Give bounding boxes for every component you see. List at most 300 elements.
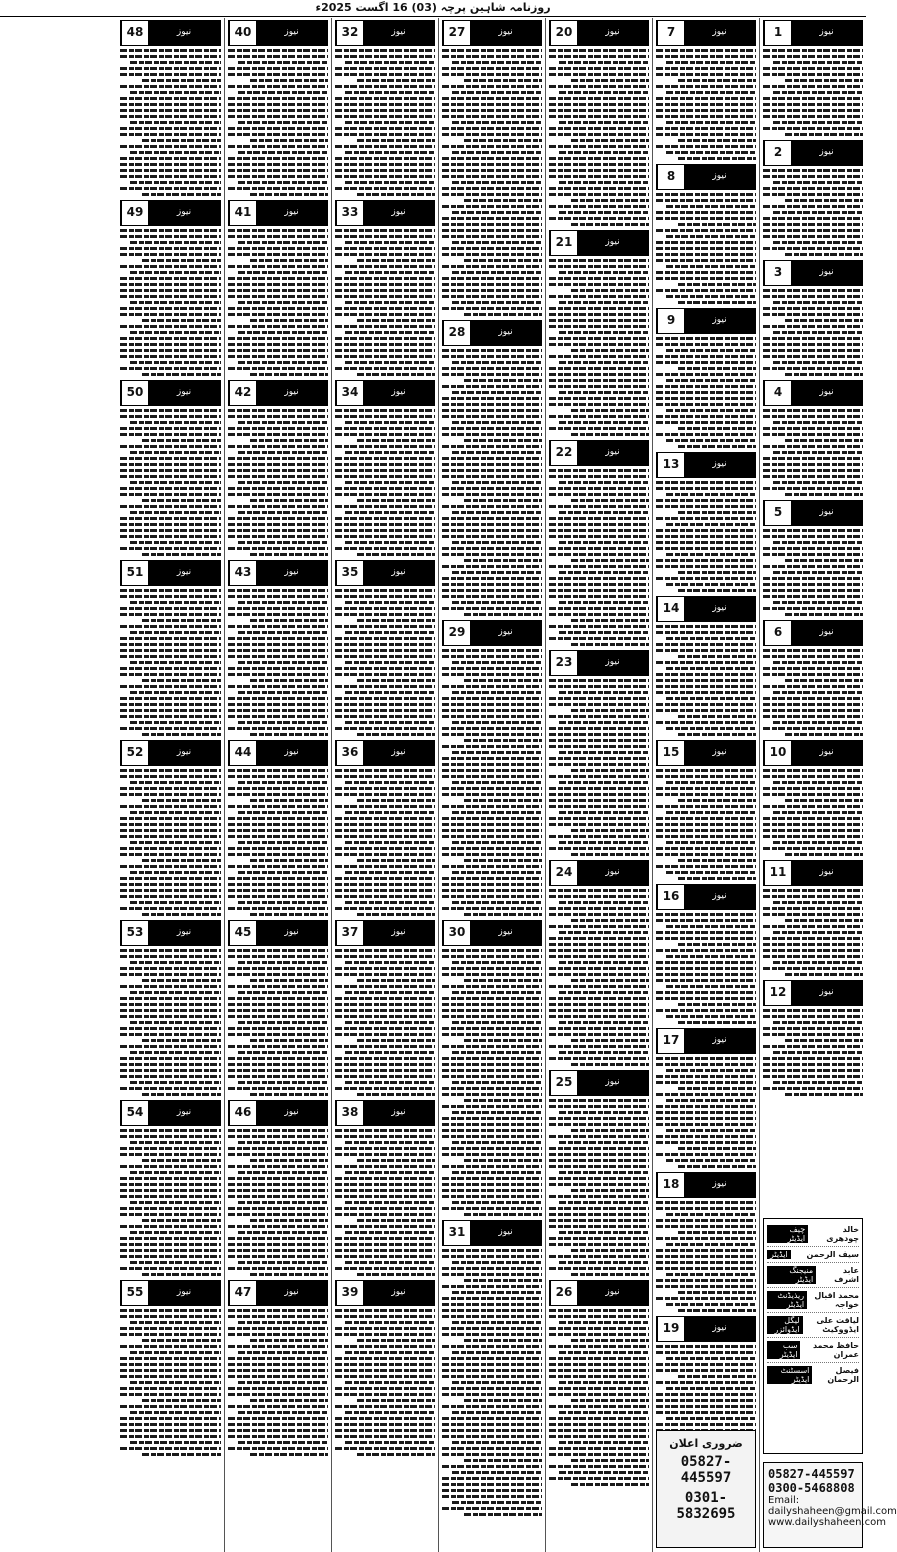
contact-email: Email: dailyshaheen@gmail.com xyxy=(768,1495,897,1517)
news-story xyxy=(656,308,756,448)
story-number: 31 xyxy=(443,1221,470,1245)
story-number: 54 xyxy=(121,1101,148,1125)
story-number-box xyxy=(656,596,756,622)
story-number-box xyxy=(335,1100,435,1126)
story-tag: نیوز xyxy=(148,201,220,225)
story-text-lines xyxy=(228,229,328,376)
news-story xyxy=(228,920,328,1096)
story-number: 12 xyxy=(764,981,791,1005)
story-text-lines xyxy=(228,949,328,1096)
story-number-box xyxy=(763,980,863,1006)
editorial-row xyxy=(767,1313,859,1338)
story-number: 15 xyxy=(657,741,684,765)
editorial-name: فیصل الرحمان xyxy=(827,1366,859,1384)
news-story xyxy=(335,1280,435,1456)
story-number: 2 xyxy=(764,141,791,165)
news-story xyxy=(763,380,863,496)
news-story xyxy=(120,20,221,196)
story-tag: نیوز xyxy=(791,261,862,285)
story-text-lines xyxy=(763,529,863,616)
story-number: 32 xyxy=(336,21,363,45)
story-tag: نیوز xyxy=(363,561,434,585)
story-number-box xyxy=(120,560,221,586)
story-text-lines xyxy=(228,49,328,196)
story-text-lines xyxy=(656,49,756,160)
story-number: 41 xyxy=(229,201,256,225)
story-number-box xyxy=(763,140,863,166)
story-number: 36 xyxy=(336,741,363,765)
news-column xyxy=(438,18,545,1552)
story-number-box xyxy=(656,452,756,478)
story-tag: نیوز xyxy=(791,621,862,645)
news-story xyxy=(335,1100,435,1276)
story-tag: نیوز xyxy=(684,1029,755,1053)
story-text-lines xyxy=(549,469,649,646)
story-number: 33 xyxy=(336,201,363,225)
story-tag: نیوز xyxy=(256,921,327,945)
news-story xyxy=(228,20,328,196)
story-text-lines xyxy=(120,1309,221,1456)
news-story xyxy=(656,20,756,160)
story-tag: نیوز xyxy=(791,861,862,885)
news-story xyxy=(656,596,756,736)
story-number-box xyxy=(120,920,221,946)
story-number: 21 xyxy=(550,231,577,255)
story-number: 34 xyxy=(336,381,363,405)
news-story xyxy=(442,920,542,1216)
story-text-lines xyxy=(120,769,221,916)
news-story xyxy=(228,200,328,376)
story-tag: نیوز xyxy=(363,1281,434,1305)
editorial-role: چیف ایڈیٹر xyxy=(767,1225,808,1243)
story-tag: نیوز xyxy=(684,1173,755,1197)
news-column xyxy=(545,18,652,1552)
story-text-lines xyxy=(442,949,542,1216)
story-tag: نیوز xyxy=(791,501,862,525)
story-tag: نیوز xyxy=(791,381,862,405)
news-grid xyxy=(0,18,897,1552)
story-tag: نیوز xyxy=(791,981,862,1005)
story-text-lines xyxy=(228,589,328,736)
story-tag: نیوز xyxy=(363,201,434,225)
news-story xyxy=(120,1280,221,1456)
editorial-name: خالد چودھری xyxy=(826,1225,859,1243)
story-number: 17 xyxy=(657,1029,684,1053)
news-story xyxy=(120,740,221,916)
story-number: 29 xyxy=(443,621,470,645)
news-story xyxy=(549,650,649,856)
story-text-lines xyxy=(442,1249,542,1516)
story-number-box xyxy=(335,740,435,766)
story-tag: نیوز xyxy=(363,21,434,45)
story-number: 16 xyxy=(657,885,684,909)
story-number: 18 xyxy=(657,1173,684,1197)
news-story xyxy=(656,740,756,880)
story-text-lines xyxy=(549,259,649,436)
story-number: 37 xyxy=(336,921,363,945)
news-story xyxy=(228,1100,328,1276)
story-tag: نیوز xyxy=(363,741,434,765)
story-number: 43 xyxy=(229,561,256,585)
story-tag: نیوز xyxy=(577,21,648,45)
story-number-box xyxy=(763,620,863,646)
story-text-lines xyxy=(228,1129,328,1276)
story-number-box xyxy=(228,740,328,766)
news-story xyxy=(442,320,542,616)
story-tag: نیوز xyxy=(684,1317,755,1341)
news-column xyxy=(652,18,759,1552)
story-tag: نیوز xyxy=(363,921,434,945)
story-text-lines xyxy=(442,649,542,916)
story-number-box xyxy=(656,884,756,910)
story-number: 35 xyxy=(336,561,363,585)
story-tag: نیوز xyxy=(684,453,755,477)
news-story xyxy=(763,500,863,616)
story-number: 3 xyxy=(764,261,791,285)
news-story xyxy=(549,1280,649,1486)
story-number: 39 xyxy=(336,1281,363,1305)
story-number-box xyxy=(763,260,863,286)
story-text-lines xyxy=(442,349,542,616)
news-story xyxy=(120,560,221,736)
story-tag: نیوز xyxy=(577,441,648,465)
story-number: 25 xyxy=(550,1071,577,1095)
news-story xyxy=(763,140,863,256)
story-number-box xyxy=(120,1100,221,1126)
news-story xyxy=(120,1100,221,1276)
story-tag: نیوز xyxy=(256,1101,327,1125)
story-number-box xyxy=(656,740,756,766)
news-column xyxy=(224,18,331,1552)
editorial-board xyxy=(763,1218,863,1454)
story-text-lines xyxy=(656,1201,756,1312)
news-story xyxy=(763,980,863,1096)
story-tag: نیوز xyxy=(577,651,648,675)
editorial-name: محمد اقبال خواجہ xyxy=(814,1291,859,1309)
contact-web: www.dailyshaheen.com xyxy=(768,1517,886,1528)
editorial-role: لیگل ایڈوائزر xyxy=(767,1316,803,1334)
story-number-box xyxy=(442,1220,542,1246)
story-number: 11 xyxy=(764,861,791,885)
story-text-lines xyxy=(442,49,542,316)
story-text-lines xyxy=(120,949,221,1096)
news-story xyxy=(656,884,756,1024)
story-number: 45 xyxy=(229,921,256,945)
story-text-lines xyxy=(549,1099,649,1276)
story-text-lines xyxy=(763,649,863,736)
news-story xyxy=(228,560,328,736)
story-text-lines xyxy=(228,1309,328,1456)
story-text-lines xyxy=(120,49,221,196)
story-tag: نیوز xyxy=(684,165,755,189)
story-text-lines xyxy=(763,889,863,976)
story-text-lines xyxy=(549,889,649,1066)
story-text-lines xyxy=(549,679,649,856)
story-text-lines xyxy=(656,193,756,304)
story-number-box xyxy=(549,650,649,676)
story-tag: نیوز xyxy=(148,381,220,405)
news-story xyxy=(763,260,863,376)
news-story xyxy=(228,740,328,916)
story-number-box xyxy=(442,20,542,46)
story-number: 13 xyxy=(657,453,684,477)
story-tag: نیوز xyxy=(256,201,327,225)
editorial-row xyxy=(767,1222,859,1247)
story-number-box xyxy=(763,380,863,406)
story-number-box xyxy=(335,380,435,406)
story-number-box xyxy=(656,1316,756,1342)
story-number-box xyxy=(120,740,221,766)
story-number-box xyxy=(656,308,756,334)
story-tag: نیوز xyxy=(148,21,220,45)
story-text-lines xyxy=(656,769,756,880)
story-number: 40 xyxy=(229,21,256,45)
news-story xyxy=(335,200,435,376)
story-number-box xyxy=(656,1028,756,1054)
editorial-role: سب ایڈیٹر xyxy=(767,1341,800,1359)
story-number-box xyxy=(228,200,328,226)
contact-box xyxy=(763,1462,897,1548)
story-text-lines xyxy=(656,337,756,448)
story-tag: نیوز xyxy=(684,741,755,765)
news-story xyxy=(335,740,435,916)
story-number-box xyxy=(335,200,435,226)
story-number-box xyxy=(335,920,435,946)
story-tag: نیوز xyxy=(684,309,755,333)
story-tag: نیوز xyxy=(470,921,541,945)
story-text-lines xyxy=(228,409,328,556)
story-tag: نیوز xyxy=(577,1281,648,1305)
story-tag: نیوز xyxy=(791,21,862,45)
story-number: 22 xyxy=(550,441,577,465)
news-story xyxy=(442,620,542,916)
news-story xyxy=(656,1028,756,1168)
story-number: 10 xyxy=(764,741,791,765)
story-tag: نیوز xyxy=(470,621,541,645)
editorial-role: ایڈیٹر xyxy=(767,1250,791,1259)
story-tag: نیوز xyxy=(148,741,220,765)
story-text-lines xyxy=(763,169,863,256)
story-tag: نیوز xyxy=(256,561,327,585)
story-number-box xyxy=(120,380,221,406)
news-story xyxy=(656,164,756,304)
news-story xyxy=(228,1280,328,1456)
story-tag: نیوز xyxy=(470,21,541,45)
story-number-box xyxy=(120,20,221,46)
news-story xyxy=(549,1070,649,1276)
story-tag: نیوز xyxy=(684,597,755,621)
story-tag: نیوز xyxy=(577,861,648,885)
story-tag: نیوز xyxy=(148,1101,220,1125)
story-text-lines xyxy=(335,769,435,916)
editorial-name: سیف الرحمن xyxy=(806,1250,859,1259)
story-number-box xyxy=(656,164,756,190)
story-number: 50 xyxy=(121,381,148,405)
story-tag: نیوز xyxy=(256,381,327,405)
news-column xyxy=(117,18,224,1552)
news-story xyxy=(335,920,435,1096)
story-tag: نیوز xyxy=(577,231,648,255)
news-story xyxy=(120,380,221,556)
story-tag: نیوز xyxy=(470,1221,541,1245)
story-number-box xyxy=(442,320,542,346)
story-tag: نیوز xyxy=(256,1281,327,1305)
news-story xyxy=(335,560,435,736)
story-number: 28 xyxy=(443,321,470,345)
story-text-lines xyxy=(335,1309,435,1456)
story-tag: نیوز xyxy=(256,21,327,45)
story-number-box xyxy=(228,1100,328,1126)
story-number-box xyxy=(549,20,649,46)
story-number: 8 xyxy=(657,165,684,189)
story-text-lines xyxy=(120,409,221,556)
story-number: 7 xyxy=(657,21,684,45)
story-text-lines xyxy=(549,1309,649,1486)
news-story xyxy=(549,230,649,436)
story-number: 19 xyxy=(657,1317,684,1341)
notice-phone-2: 0301-5832695 xyxy=(676,1490,736,1522)
contact-phone-1: 05827-445597 xyxy=(768,1467,855,1481)
notice-advertisement xyxy=(656,1430,756,1548)
news-column xyxy=(331,18,438,1552)
story-number: 6 xyxy=(764,621,791,645)
story-tag: نیوز xyxy=(684,885,755,909)
story-number-box xyxy=(763,740,863,766)
story-number: 27 xyxy=(443,21,470,45)
news-story xyxy=(228,380,328,556)
story-number: 9 xyxy=(657,309,684,333)
contact-phone-2: 0300-5468808 xyxy=(768,1481,855,1495)
editorial-row xyxy=(767,1263,859,1288)
news-story xyxy=(763,740,863,856)
news-story xyxy=(120,920,221,1096)
story-text-lines xyxy=(763,289,863,376)
story-text-lines xyxy=(335,409,435,556)
editorial-row xyxy=(767,1247,859,1263)
story-text-lines xyxy=(120,589,221,736)
story-number: 1 xyxy=(764,21,791,45)
editorial-role: ریذیڈنٹ ایڈیٹر xyxy=(767,1291,807,1309)
story-number: 48 xyxy=(121,21,148,45)
news-story xyxy=(120,200,221,376)
story-text-lines xyxy=(335,1129,435,1276)
story-text-lines xyxy=(335,229,435,376)
story-number: 55 xyxy=(121,1281,148,1305)
story-number-box xyxy=(442,920,542,946)
editorial-name: لیاقت علی ایڈووکیٹ xyxy=(816,1316,859,1334)
editorial-row xyxy=(767,1363,859,1387)
news-story xyxy=(763,20,863,136)
story-number: 24 xyxy=(550,861,577,885)
story-text-lines xyxy=(763,49,863,136)
story-text-lines xyxy=(763,1009,863,1096)
story-number: 44 xyxy=(229,741,256,765)
story-text-lines xyxy=(549,49,649,226)
story-number: 46 xyxy=(229,1101,256,1125)
story-text-lines xyxy=(656,1057,756,1168)
story-text-lines xyxy=(656,625,756,736)
story-number-box xyxy=(335,20,435,46)
story-number: 47 xyxy=(229,1281,256,1305)
story-tag: نیوز xyxy=(256,741,327,765)
news-story xyxy=(549,860,649,1066)
story-number-box xyxy=(656,20,756,46)
story-number-box xyxy=(763,20,863,46)
story-number-box xyxy=(763,500,863,526)
story-number: 38 xyxy=(336,1101,363,1125)
story-text-lines xyxy=(228,769,328,916)
news-story xyxy=(335,380,435,556)
editorial-role: اسسٹنٹ ایڈیٹر xyxy=(767,1366,812,1384)
editorial-name: عابد اشرف xyxy=(834,1266,859,1284)
story-number: 5 xyxy=(764,501,791,525)
page-header: روزنامہ شاہین پرچہ (03) 16 اگست 2025ء xyxy=(0,0,866,17)
story-number-box xyxy=(549,1070,649,1096)
story-number-box xyxy=(549,1280,649,1306)
story-tag: نیوز xyxy=(363,1101,434,1125)
story-number: 49 xyxy=(121,201,148,225)
news-story xyxy=(656,452,756,592)
story-number-box xyxy=(549,440,649,466)
story-number-box xyxy=(228,380,328,406)
story-number-box xyxy=(549,860,649,886)
news-column xyxy=(759,18,897,1552)
story-number-box xyxy=(335,560,435,586)
notice-phone-1: 05827-445597 xyxy=(680,1454,732,1486)
story-number: 52 xyxy=(121,741,148,765)
editorial-row xyxy=(767,1338,859,1363)
story-text-lines xyxy=(335,589,435,736)
story-number: 14 xyxy=(657,597,684,621)
story-number: 51 xyxy=(121,561,148,585)
story-number: 20 xyxy=(550,21,577,45)
story-text-lines xyxy=(120,1129,221,1276)
story-number-box xyxy=(228,560,328,586)
story-tag: نیوز xyxy=(791,141,862,165)
news-story xyxy=(763,620,863,736)
story-text-lines xyxy=(656,481,756,592)
story-tag: نیوز xyxy=(577,1071,648,1095)
story-number-box xyxy=(335,1280,435,1306)
story-tag: نیوز xyxy=(684,21,755,45)
story-number: 23 xyxy=(550,651,577,675)
news-story xyxy=(442,20,542,316)
story-number: 53 xyxy=(121,921,148,945)
news-story xyxy=(763,860,863,976)
story-text-lines xyxy=(763,769,863,856)
story-tag: نیوز xyxy=(148,921,220,945)
story-number-box xyxy=(763,860,863,886)
story-number-box xyxy=(120,200,221,226)
story-number: 42 xyxy=(229,381,256,405)
story-tag: نیوز xyxy=(470,321,541,345)
story-number-box xyxy=(120,1280,221,1306)
story-number: 26 xyxy=(550,1281,577,1305)
story-tag: نیوز xyxy=(148,1281,220,1305)
story-tag: نیوز xyxy=(148,561,220,585)
story-tag: نیوز xyxy=(363,381,434,405)
story-text-lines xyxy=(120,229,221,376)
story-tag: نیوز xyxy=(791,741,862,765)
editorial-name: حافظ محمد عمران xyxy=(812,1341,859,1359)
editorial-row xyxy=(767,1288,859,1313)
story-number-box xyxy=(549,230,649,256)
story-text-lines xyxy=(763,409,863,496)
notice-title: ضروری اعلان xyxy=(669,1437,743,1450)
news-story xyxy=(549,440,649,646)
story-number-box xyxy=(228,920,328,946)
news-story xyxy=(335,20,435,196)
